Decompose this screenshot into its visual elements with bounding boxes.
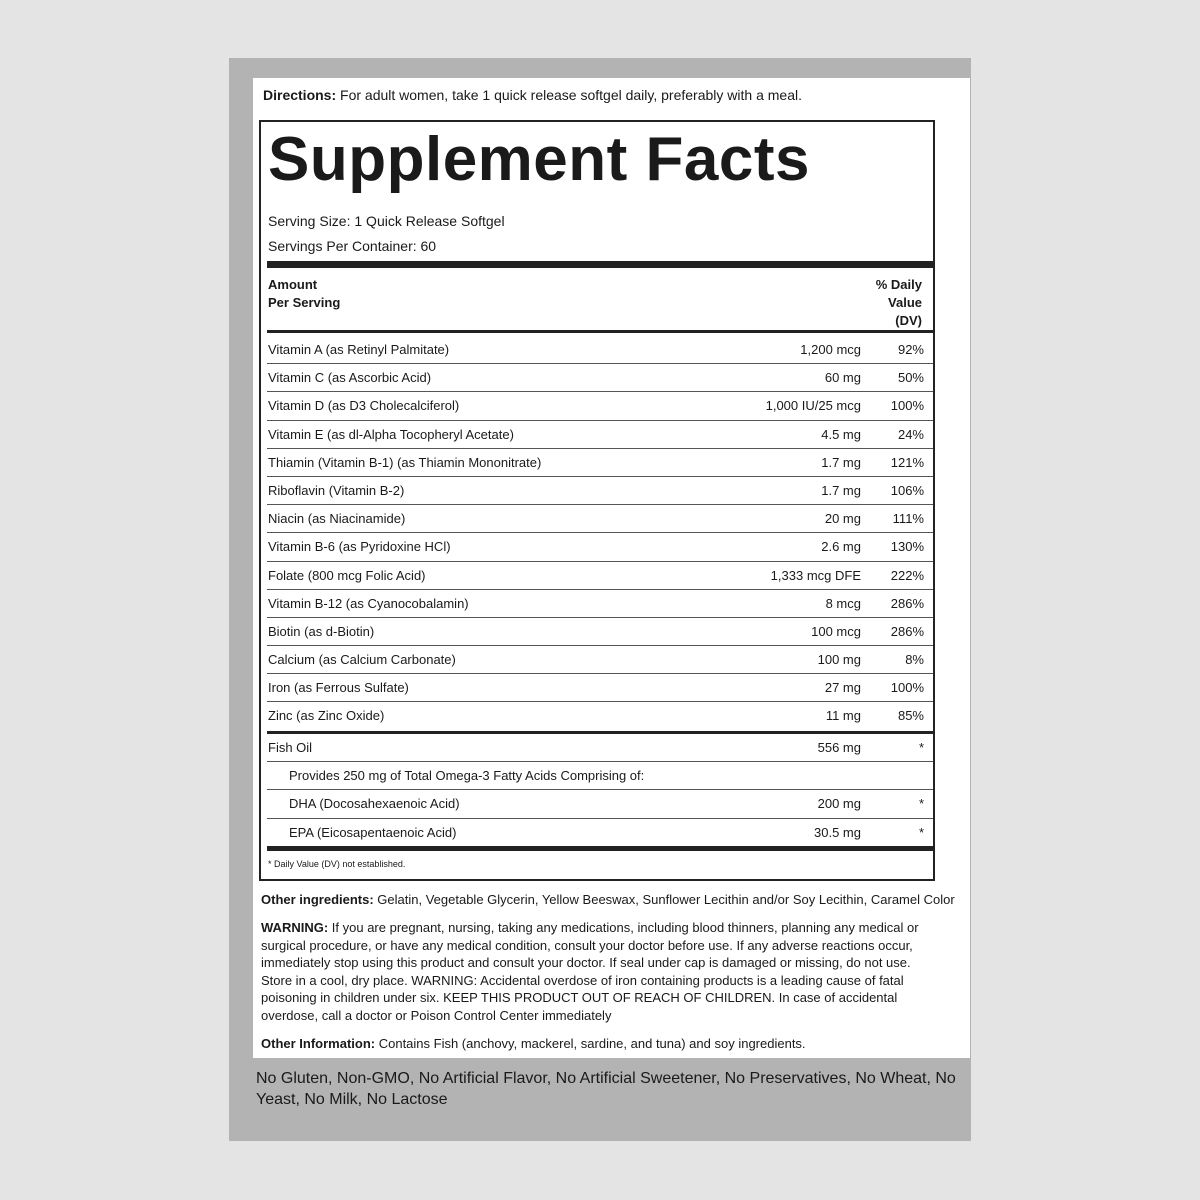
nutrient-row [267, 762, 933, 790]
directions-label: Directions: [263, 87, 337, 103]
bottom-divider [267, 846, 933, 851]
nutrient-amount: 1.7 mg [821, 454, 861, 470]
nutrient-dv: * [918, 824, 924, 840]
fish-oil-list [267, 734, 933, 847]
free-from-claims: No Gluten, Non-GMO, No Artificial Flavor, No Artificial Sweetener, No Preservatives, No Wheat, No Yeast, No Milk, No Lactose [256, 1070, 956, 1108]
nutrient-name: Riboflavin (Vitamin B-2) [268, 482, 405, 498]
other-ingredients-text: Gelatin, Vegetable Glycerin, Yellow Beeswax, Sunflower Lecithin and/or Soy Lecithin, Caramel Color [373, 892, 955, 907]
warning-text: If you are pregnant, nursing, taking any medications, including blood thinners, planning any medical or surgical procedure, or have any medical condition, consult your doctor before use. If any adverse reactions occur, immediately stop using this product and consult your doctor. If seal under cap is damaged or missing, do not use. Store in a cool, dry place. WARNING: Accidental overdose of iron containing products is a leading cause of fatal poisoning in children under six. KEEP THIS PRODUCT OUT OF REACH OF CHILDREN. In case of accidental overdose, call a doctor or Poison Control Center immediately [261, 920, 919, 1023]
directions [263, 86, 802, 104]
nutrient-name: Fish Oil [268, 740, 313, 755]
nutrient-row [267, 702, 933, 730]
nutrient-amount: 1,000 IU/25 mcg [765, 398, 861, 414]
amount-header-line1: Amount [268, 277, 318, 292]
nutrient-amount: 1.7 mg [821, 482, 861, 498]
nutrient-dv: 92% [897, 342, 924, 357]
nutrient-amount: 30.5 mg [814, 824, 861, 840]
warning [261, 919, 941, 1024]
dv-header-line1: % Daily [875, 277, 922, 292]
nutrient-list [267, 336, 933, 731]
dv-header-line3: (DV) [895, 313, 922, 328]
nutrient-amount: 4.5 mg [821, 426, 861, 442]
nutrient-row [267, 364, 933, 392]
nutrient-dv: 100% [890, 398, 924, 414]
nutrient-name: Thiamin (Vitamin B-1) (as Thiamin Mononitrate) [268, 454, 542, 470]
nutrient-name: Vitamin A (as Retinyl Palmitate) [268, 342, 450, 357]
nutrient-dv: 24% [897, 426, 924, 442]
nutrient-row [267, 790, 933, 818]
nutrient-dv: 286% [890, 623, 924, 639]
nutrient-dv: 121% [890, 454, 924, 470]
nutrient-row [267, 336, 933, 364]
facts-title: Supplement Facts [268, 125, 810, 194]
nutrient-name: Provides 250 mg of Total Omega-3 Fatty Acids Comprising of: [289, 768, 645, 784]
nutrient-dv: * [918, 796, 924, 812]
dv-header-line2: Value [888, 295, 922, 310]
amount-header-line2: Per Serving [268, 295, 341, 310]
nutrient-amount: 1,333 mcg DFE [770, 567, 861, 583]
nutrient-name: EPA (Eicosapentaenoic Acid) [289, 824, 457, 840]
nutrient-amount: 200 mg [817, 796, 861, 812]
nutrient-amount: 20 mg [824, 511, 861, 527]
nutrient-dv: 222% [890, 567, 924, 583]
nutrient-name: Zinc (as Zinc Oxide) [268, 708, 385, 724]
nutrient-row [267, 618, 933, 646]
nutrient-row [267, 819, 933, 847]
nutrient-amount: 1,200 mcg [800, 342, 861, 357]
nutrient-row [267, 646, 933, 674]
nutrient-name: Vitamin D (as D3 Cholecalciferol) [268, 398, 460, 414]
nutrient-row [267, 734, 933, 762]
nutrient-amount: 556 mg [817, 740, 861, 755]
nutrient-amount: 2.6 mg [821, 539, 861, 555]
nutrient-dv: 130% [890, 539, 924, 555]
nutrient-row [267, 477, 933, 505]
nutrient-name: Biotin (as d-Biotin) [268, 623, 375, 639]
nutrient-row [267, 449, 933, 477]
nutrient-row [267, 392, 933, 420]
supplement-facts-panel [259, 120, 935, 881]
nutrient-name: Calcium (as Calcium Carbonate) [268, 652, 456, 668]
nutrient-amount: 60 mg [824, 370, 861, 386]
nutrient-dv: 8% [905, 652, 924, 668]
daily-value-header [876, 276, 922, 330]
nutrient-dv: 286% [890, 595, 924, 611]
nutrient-name: Vitamin B-12 (as Cyanocobalamin) [268, 595, 469, 611]
other-ingredients-label: Other ingredients: [261, 892, 374, 907]
nutrient-dv: 100% [890, 680, 924, 696]
nutrient-row [267, 562, 933, 590]
nutrient-row [267, 421, 933, 449]
nutrient-amount: 11 mg [825, 708, 861, 724]
serving-size: Serving Size: 1 Quick Release Softgel [268, 213, 505, 229]
nutrient-row [267, 590, 933, 618]
servings-per-container: Servings Per Container: 60 [268, 238, 437, 254]
nutrient-name: Iron (as Ferrous Sulfate) [268, 680, 409, 696]
header-divider [267, 330, 933, 333]
other-information-label: Other Information: [261, 1036, 376, 1051]
nutrient-dv: 85% [897, 708, 924, 724]
nutrient-row [267, 505, 933, 533]
other-information-text: Contains Fish (anchovy, mackerel, sardine, and tuna) and soy ingredients. [375, 1036, 806, 1051]
nutrient-name: Niacin (as Niacinamide) [268, 511, 406, 527]
nutrient-amount: 100 mg [817, 652, 861, 668]
thick-divider [267, 261, 933, 268]
amount-per-serving-header [268, 276, 340, 312]
directions-text: For adult women, take 1 quick release softgel daily, preferably with a meal. [336, 87, 802, 103]
other-ingredients [261, 891, 955, 909]
nutrient-name: Vitamin E (as dl-Alpha Tocopheryl Acetate) [268, 426, 514, 442]
nutrient-row [267, 674, 933, 702]
nutrient-dv: * [918, 740, 924, 755]
nutrient-amount: 27 mg [824, 680, 861, 696]
nutrient-dv: 111% [892, 511, 924, 527]
other-information [261, 1035, 941, 1053]
nutrient-amount: 8 mcg [825, 595, 861, 611]
nutrient-row [267, 533, 933, 561]
warning-label: WARNING: [261, 920, 329, 935]
nutrient-amount: 100 mcg [811, 623, 861, 639]
nutrient-dv: 50% [897, 370, 924, 386]
nutrient-name: Vitamin B-6 (as Pyridoxine HCl) [268, 539, 451, 555]
dv-footnote: * Daily Value (DV) not established. [268, 859, 406, 869]
nutrient-dv: 106% [890, 482, 924, 498]
nutrient-name: Folate (800 mcg Folic Acid) [268, 567, 426, 583]
nutrient-name: Vitamin C (as Ascorbic Acid) [268, 370, 432, 386]
nutrient-name: DHA (Docosahexaenoic Acid) [289, 796, 460, 812]
